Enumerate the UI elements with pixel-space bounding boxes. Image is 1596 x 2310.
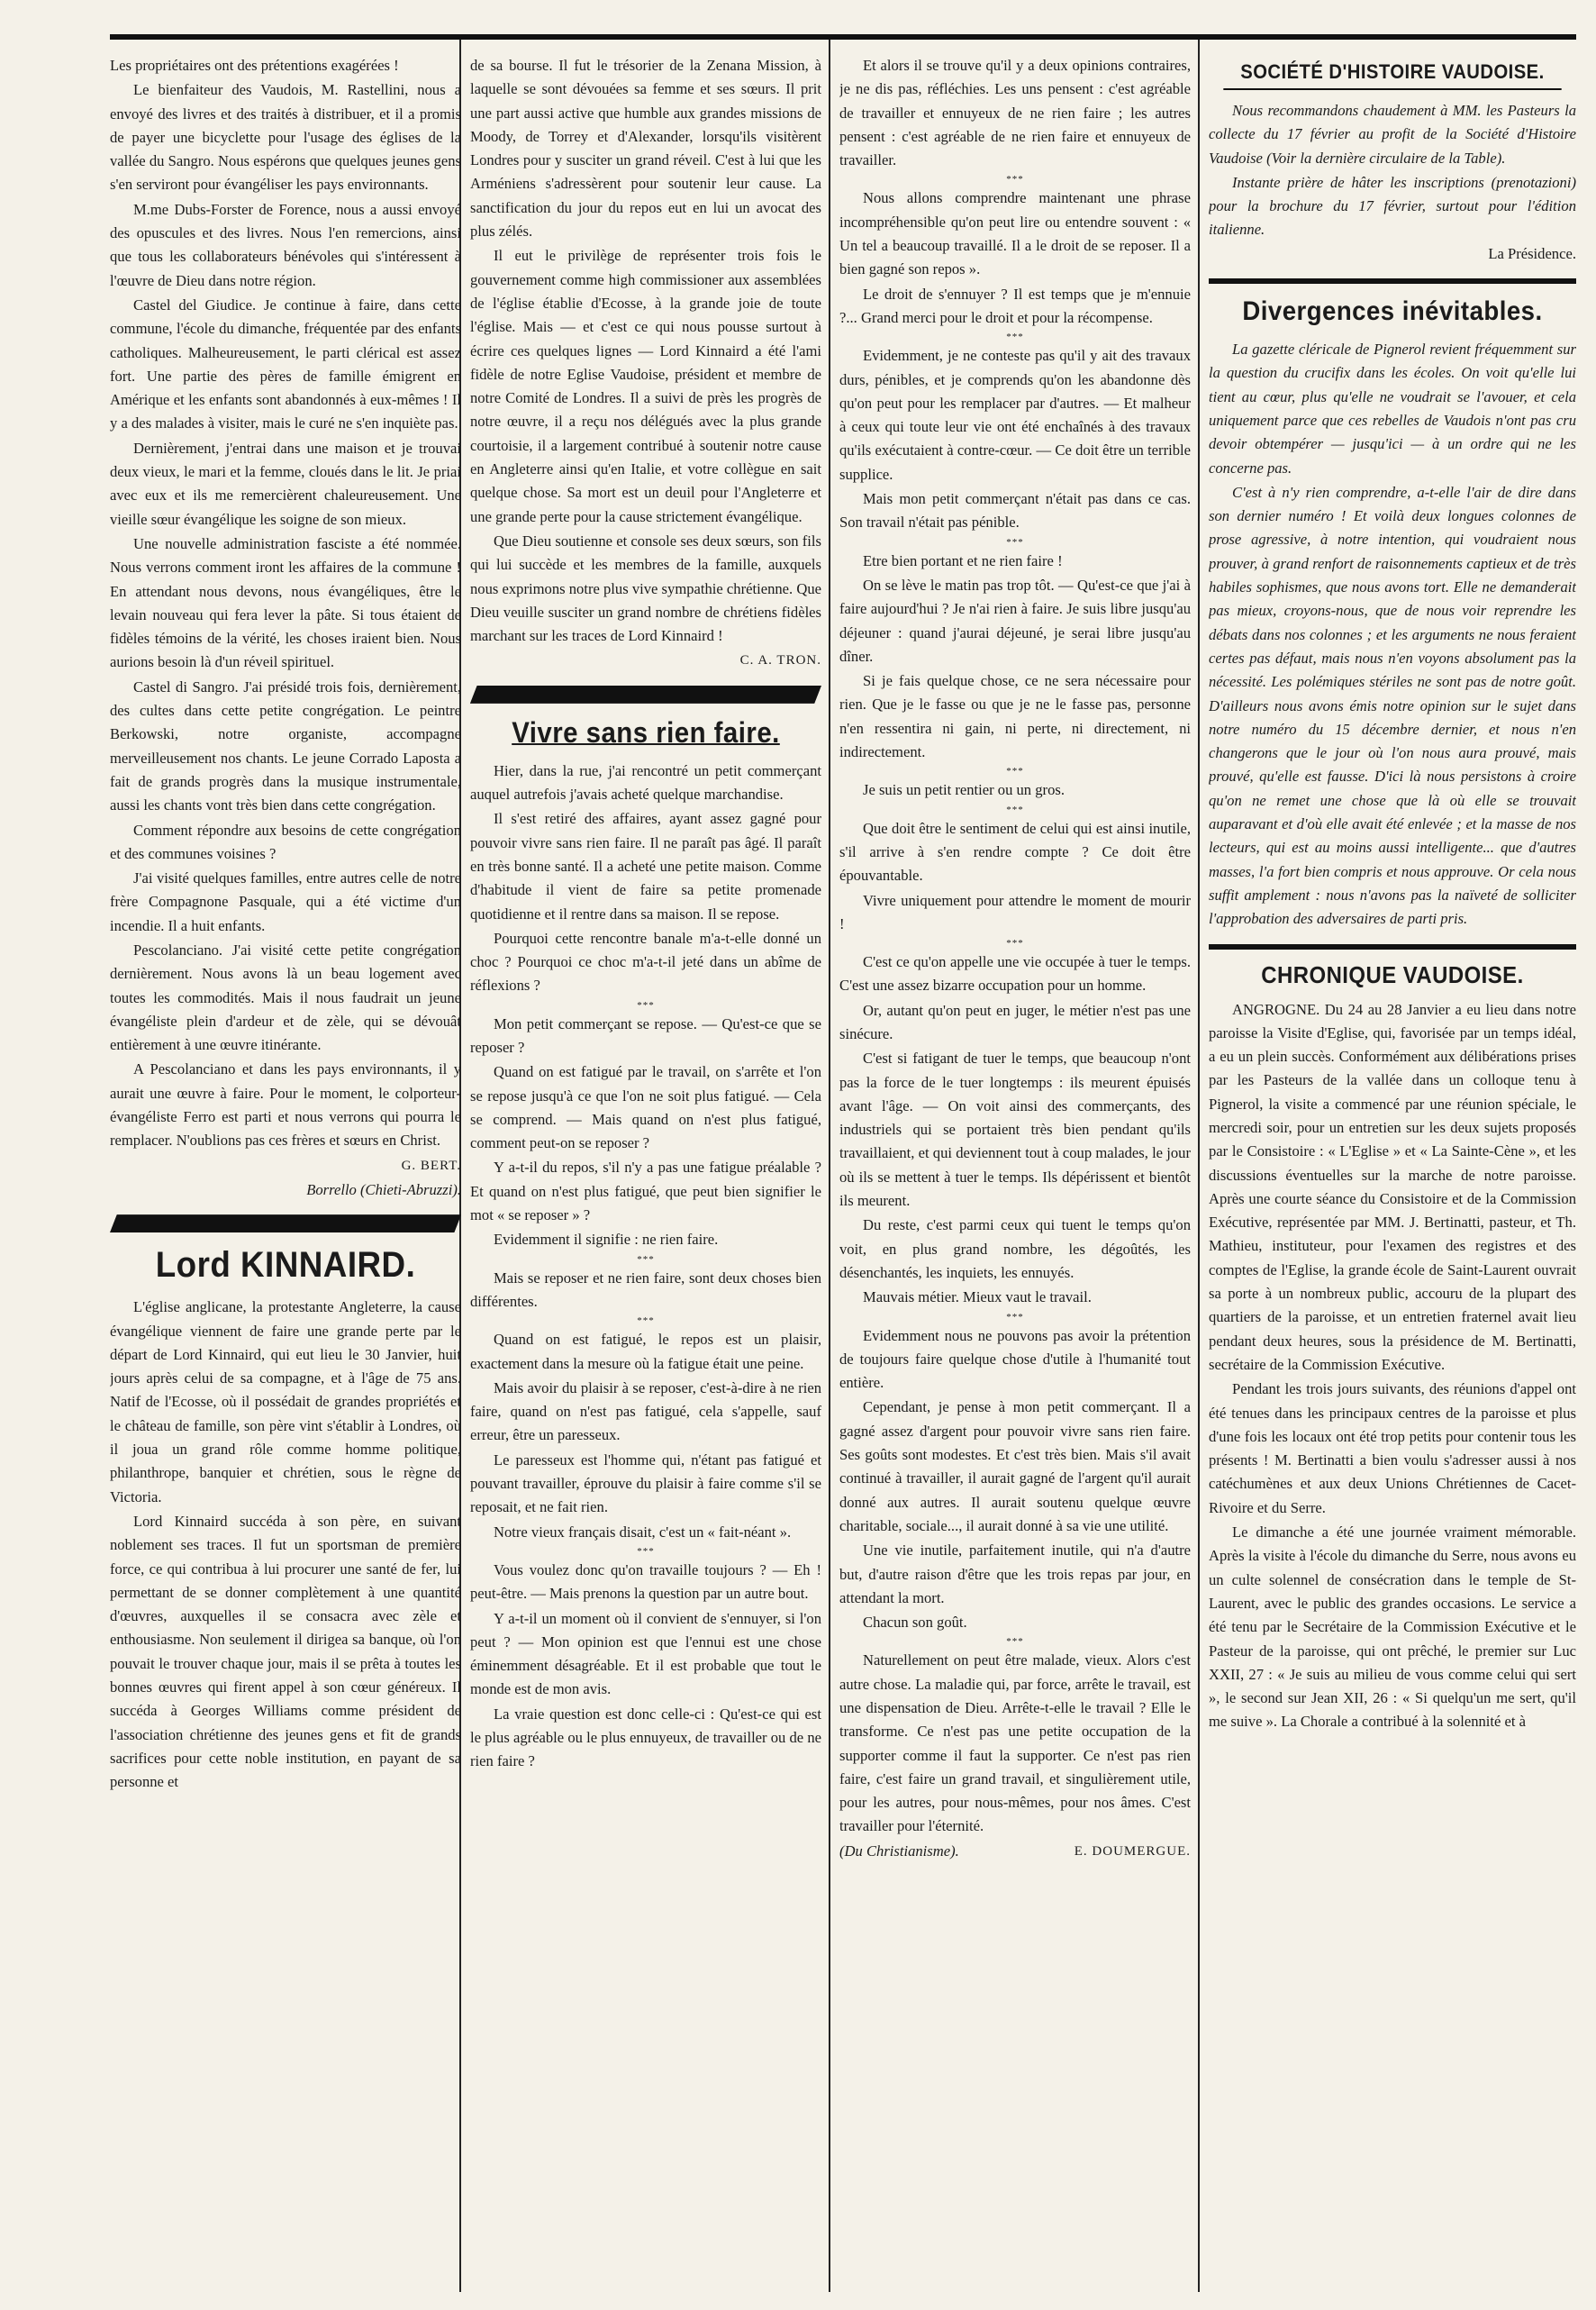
paragraph: Naturellement on peut être malade, vieux. Alors c'est autre chose. La maladie qui, par force, arrête le travail, est une dispensation de Dieu. Arrête-t-elle le travail ? Elle le transforme. Ce n'est pas une petite occupation de la supporter comme il faut la supporter. Ce n'est pas rien faire, c'est faire un grand travail, et singulièrement utile, pour les autres, pour nous-mêmes, pour nos âmes. C'est travailler pour l'éternité. [839,1651,1191,1835]
paragraph: Que doit être le sentiment de celui qui est ainsi inutile, s'il arrive à s'en rendre compte ? Ce doit être épouvantable. [839,819,1191,885]
separator: *** [637,999,655,1011]
separator: *** [1006,536,1024,548]
paragraph: Que Dieu soutienne et console ses deux sœurs, son fils qui lui succède et les membres de la famille, auxquels nous exprimons notre plus vive sympathie chrétienne. Que Dieu veuille susciter un grand nombre de chrétiens fidèles marchant sur les traces de Lord Kinnaird ! [470,532,821,645]
paragraph: Et alors il se trouve qu'il y a deux opinions contraires, je ne dis pas, réfléchies. Les uns pensent : c'est agréable de travailler et ennuyeux de ne rien faire ; les autres pensent : c'est agréable de ne rien faire et ennuyeux de travailler. [839,57,1191,169]
paragraph: Vous voulez donc qu'on travaille toujours ? — Eh ! peut-être. — Mais prenons la question par un autre bout. [470,1560,821,1603]
paragraph: A Pescolanciano et dans les pays environnants, il y aurait une œuvre à faire. Pour le moment, le colporteur-évangéliste Ferro est parti et nous verrons qui pourra le remplacer. N'oublions pas ces frères et sœurs en Christ. [110,1060,461,1150]
paragraph: Y a-t-il un moment où il convient de s'ennuyer, si l'on peut ? — Mon opinion est que l'ennui est une chose éminemment désagréable. Et il est probable que tout le monde est de mon avis. [470,1609,821,1698]
signature: C. A. TRON. [739,653,821,668]
section-rule [1209,278,1576,284]
paragraph: C'est à n'y rien comprendre, a-t-elle l'air de dire dans son dernier numéro ! Et voilà deux longues colonnes de prose agressive, à notre intention, qui voudraient nous prouver, à grand renfort de raisonnements captieux et de très habiles sophismes, que nous avons tort. Elle ne demanderait pas mieux, croyons-nous, que de nous voir reprendre les débats dans nos colonnes ; et les arguments ne nous feraient certes pas défaut, mais nous n'en voyons absolument pas la nécessité. Les polémiques stériles ne sont pas de notre goût. D'ailleurs nous avons émis notre opinion sur le sujet dans notre numéro du 15 décembre dernier, et nous n'en changerons que le jour où l'on nous aura prouvé, mais prouvé, qu'elle est fausse. D'ici là nous persistons à croire qu'on ne remet une chose que là où elle se trouvait auparavant et d'où elle avait été enlevée ; et la masse de nos lecteurs, qui est au moins aussi intelligente... que d'autres masses, l'a fort bien compris et nous approuve. Or cela nous suffit amplement : nous n'avons pas la naïveté de solliciter l'approbation des adversaires de parti pris. [1209,483,1576,928]
paragraph: Y a-t-il du repos, s'il n'y a pas une fatigue préalable ? Et quand on n'est plus fatigué, que peut bien signifier le mot « se reposer » ? [470,1159,821,1224]
paragraph: Nous recommandons chaudement à MM. les Pasteurs la collecte du 17 février au profit de la Société d'Histoire Vaudoise (Voir la dernière circulaire de la Table). [1209,102,1576,167]
paragraph: Notre vieux français disait, c'est un « fait-néant ». [494,1523,792,1541]
paragraph: C'est ce qu'on appelle une vie occupée à tuer le temps. C'est une assez bizarre occupation pour un homme. [839,953,1191,995]
paragraph: Evidemment nous ne pouvons pas avoir la prétention de toujours faire quelque chose d'utile à l'humanité tout entière. [839,1326,1191,1392]
paragraph: Comment répondre aux besoins de cette congrégation et des communes voisines ? [110,821,461,862]
paragraph: Mais avoir du plaisir à se reposer, c'est-à-dire à ne rien faire, quand on n'est pas fatigué, cela s'appelle, sauf erreur, être un paresseux. [470,1378,821,1444]
headline-vivre-sans-rien-faire: Vivre sans rien faire. [512,715,780,749]
section-banner [110,1214,461,1232]
divergences-article [1209,338,1576,931]
paragraph: La gazette cléricale de Pignerol revient fréquemment sur la question du crucifix dans les écoles. On voit qu'elle lui tient au cœur, plus qu'elle ne voudrait se l'avouer, et cela uniquement parce que ces rebelles de Vaudois n'ont pas cru devoir obtempérer — jusqu'ici — à un ordre qui ne les concerne pas. [1209,341,1576,477]
column-4 [1209,54,1576,2283]
paragraph: J'ai visité quelques familles, entre autres celle de notre frère Compagnone Pasquale, qui a été victime d'un incendie. Il a huit enfants. [110,869,461,934]
paragraph: Quand on est fatigué, le repos est un plaisir, exactement dans la mesure où la fatigue était une peine. [470,1331,821,1372]
separator: *** [1006,766,1024,778]
separator: *** [1006,1636,1024,1648]
column-rule [1198,40,1200,2292]
paragraph: Castel di Sangro. J'ai présidé trois fois, dernièrement, des cultes dans cette petite congrégation. Le peintre Berkowski, notre organiste, accompagne merveilleusement nos chants. Le jeune Corrado Laposta a fait de grands progrès dans la musique instrumentale, aussi les chants vont très bien dans cette congrégation. [110,678,461,814]
paragraph: Il s'est retiré des affaires, ayant assez gagné pour pouvoir vivre sans rien faire. Il ne paraît pas âgé. Il paraît en très bonne santé. Il a acheté une petite maison. Comme d'habitude il vient de faire sa petite promenade quotidienne et il rentre dans sa maison. Il se repose. [470,810,821,923]
paragraph: Pendant les trois jours suivants, des réunions d'appel ont été tenues dans les principaux centres de la paroisse et plus d'une fois les locaux ont été trop petits pour contenir tous les présents ! M. Bertinatti a bien voulu s'adresser aussi à nos catéchumènes et aux deux Unions Chrétiennes de Cacet-Rivoire et du Serre. [1209,1380,1576,1516]
separator: *** [637,1253,655,1265]
column-rule [829,40,830,2292]
paragraph: Pescolanciano. J'ai visité cette petite congrégation dernièrement. Nous avons là un beau logement avec toutes les commodités. Mais il nous faudrait un jeune évangéliste plein d'ardeur et de zèle, qui se dévouât entièrement à une œuvre itinérante. [110,941,461,1054]
paragraph: de sa bourse. Il fut le trésorier de la Zenana Mission, à laquelle se sont dévouées sa femme et ses sœurs. Il prit une part aussi active que humble aux grandes missions de Moody, de Torrey et d'Alexander, lorsqu'ils visitèrent Londres pour y susciter un grand réveil. C'est à lui que les Arméniens s'adressèrent pour soutenir leur cause. La sanctification du jour du repos eut en lui un avocat des plus zélés. [470,57,821,241]
paragraph: Mais se reposer et ne rien faire, sont deux choses bien différentes. [470,1269,821,1310]
column-2 [470,54,821,2283]
societe-notice [1209,99,1576,242]
paragraph: Mon petit commerçant se repose. — Qu'est-ce que se reposer ? [470,1014,821,1056]
separator: *** [1006,332,1024,343]
paragraph: Quand on est fatigué par le travail, on s'arrête et l'on se repose jusqu'à ce que l'on ne soit plus fatigué. — Cela se comprend. — Mais quand on n'est plus fatigué, comment peut-on se reposer ? [470,1063,821,1152]
separator: *** [1006,804,1024,815]
headline-societe-histoire-vaudoise: SOCIÉTÉ D'HISTOIRE VAUDOISE. [1223,59,1561,90]
paragraph: Etre bien portant et ne rien faire ! [863,551,1063,569]
paragraph: L'église anglicane, la protestante Angleterre, la cause évangélique viennent de faire une grande perte par le départ de Lord Kinnaird, qui eut lieu le 30 Janvier, huit jours après celui de sa compagne, et à l'âge de 75 ans. Natif de l'Ecosse, où il possédait de grandes propriétés et le château de famille, son père vint s'établir à Londres, où il joua un grand rôle comme homme politique, philanthrope, banquier et chrétien, sous le règne de Victoria. [110,1298,461,1505]
paragraph: Le bienfaiteur des Vaudois, M. Rastellini, nous a envoyé des livres et des traités à distribuer, et il a promis de payer une bicyclette pour l'usage des églises de la vallée du Sangro. Nous espérons que quelques jeunes gens s'en serviront pour évangéliser les pays environnants. [110,81,461,194]
paragraph: La vraie question est donc celle-ci : Qu'est-ce qui est le plus agréable ou le plus ennuyeux, de travailler ou de ne rien faire ? [470,1705,821,1770]
section-rule [1209,944,1576,950]
paragraph: Les propriétaires ont des prétentions exagérées ! [110,57,399,74]
paragraph: Il eut le privilège de représenter trois fois le gouvernement comme high commissioner aux assemblées de l'église établie d'Ecosse, à la grande joie de toute l'église. Mais — et c'est ce qui nous pousse surtout à écrire ces quelques lignes — Lord Kinnaird a été l'ami fidèle de notre Eglise Vaudoise, président et membre de notre Comité de Londres. Il a suivi de près les progrès de notre œuvre, il a reçu nos délégués avec la plus grande courtoisie, il a largement contribué à soutenir notre cause en Angleterre ainsi qu'en Italie, et votre collègue en sait quelque chose. Sa mort est un deuil pour l'Angleterre et une grande perte pour la cause strictement évangélique. [470,247,821,525]
signature: G. BERT. [401,1158,461,1173]
paragraph: On se lève le matin pas trop tôt. — Qu'est-ce que j'ai à faire aujourd'hui ? Je n'ai rien à faire. Je suis libre jusqu'au déjeuner : quand j'aurai déjeuné, je serai libre jusqu'au dîner. [839,576,1191,665]
separator: *** [637,1315,655,1327]
paragraph: Castel del Giudice. Je continue à faire, dans cette commune, l'école du dimanche, fréquentée par des enfants catholiques. Malheureusement, le parti clérical est assez fort. Une partie des pères de famille émigrent en Amérique et les enfants sont abandonnés à eux-mêmes ! Il y a des malades à visiter, mais le curé ne s'en inquiète pas. [110,296,461,432]
paragraph: Vivre uniquement pour attendre le moment de mourir ! [839,891,1191,932]
source-credit: (Du Christianisme). [839,1842,959,1860]
signature: E. DOUMERGUE. [1074,1843,1191,1859]
paragraph: Evidemment il signifie : ne rien faire. [494,1231,719,1249]
paragraph: Mauvais métier. Mieux vaut le travail. [863,1288,1092,1306]
paragraph: Une vie inutile, parfaitement inutile, qui n'a d'autre but, d'autre raison d'être que les trois repas par jour, en attendant la mort. [839,1542,1191,1606]
headline-chronique-vaudoise: CHRONIQUE VAUDOISE. [1261,960,1524,988]
paragraph: Pourquoi cette rencontre banale m'a-t-elle donné un choc ? Pourquoi ce choc m'a-t-il jeté dans un abîme de réflexions ? [470,929,821,995]
paragraph: Je suis un petit rentier ou un gros. [863,781,1065,799]
signature-place: Borrello (Chieti-Abruzzi). [306,1180,461,1198]
headline-lord-kinnaird: Lord KINNAIRD. [155,1245,416,1286]
paragraph: Dernièrement, j'entrai dans une maison et je trouvai deux vieux, le mari et la femme, cloués dans le lit. Je priai avec eux et ils me remercièrent chaleureusement. Une vieille sœur évangélique les soigne de son mieux. [110,439,461,528]
paragraph: Le dimanche a été une journée vraiment mémorable. Après la visite à l'école du dimanche du Serre, nous avons eu un culte solennel de consécration dans le temple de St-Laurent, avec le public des grandes occasions. Le service a été tenu par le Secrétaire de la Commission Exécutive et le Pasteur de la paroisse, qui ont prêché, le premier sur Luc XXII, 27 : « Je suis au milieu de vous comme celui qui sert », le second sur Jean XII, 26 : « Si quelqu'un me sert, qu'il me suive ». La Chorale a contribué à la solennité et à [1209,1523,1576,1731]
column-1 [110,54,461,2283]
paragraph: Une nouvelle administration fasciste a été nommée. Nous verrons comment iront les affaires de la commune ! En attendant nous devons, nous évangéliques, être le levain nouveau qui fera lever la pâte. Si tous étaient de fidèles témoins de la vérité, les choses iraient bien. Nous aurions besoin là d'un réveil spirituel. [110,534,461,671]
paragraph: Instante prière de hâter les inscriptions (prenotazioni) pour la brochure du 17 février, surtout pour l'édition italienne. [1209,173,1576,239]
paragraph: C'est si fatigant de tuer le temps, que beaucoup n'ont pas la force de le tuer longtemps : ils meurent épuisés avant l'âge. — On voit ainsi des commerçants, des industriels qui se portaient très bien pendant qu'ils travaillaient, et qui deviennent tout à coup malades, le jour où ils se mettent à tuer le temps. Ils dépérissent et bientôt ils meurent. [839,1050,1191,1210]
separator: *** [1006,174,1024,186]
paragraph: Chacun son goût. [863,1614,967,1632]
paragraph: Si je fais quelque chose, ce ne sera nécessaire pour rien. Que je le fasse ou que je ne le fasse pas, personne n'en ressentira ni gain, ni perte, ni directement, ni indirectement. [839,672,1191,761]
paragraph: Du reste, c'est parmi ceux qui tuent le temps qu'on voit, en plus grand nombre, les dégoûtés, les désenchantés, les inquiets, les ennuyés. [839,1216,1191,1281]
paragraph: Or, autant qu'on peut en juger, le métier n'est pas une sinécure. [839,1001,1191,1042]
separator: *** [1006,1311,1024,1323]
paragraph: Cependant, je pense à mon petit commerçant. Il a gagné assez d'argent pour pouvoir vivre sans rien faire. Ses goûts sont modestes. Et c'est très bien. Mais s'il avait continué à travailler, il aurait gagné de l'argent qu'il aurait donné aux autres. Il aurait soutenu quelque œuvre charitable, sociale..., il aurait donné à sa vie une utilité. [839,1398,1191,1534]
section-banner [470,686,821,704]
paragraph: Evidemment, je ne conteste pas qu'il y ait des travaux durs, pénibles, et je comprends qu'on les abandonne dès qu'on peut pour les remplacer par d'autres. — Et malheur à ceux qui toute leur vie ont été enchaînés à des travaux qu'ils exécutaient à contre-cœur. — Ce doit être un terrible supplice. [839,347,1191,483]
paragraph: ANGROGNE. Du 24 au 28 Janvier a eu lieu dans notre paroisse la Visite d'Eglise, qui, favorisée par un temps idéal, a eu un plein succès. Conformément aux délibérations prises par les Pasteurs de la vallée dans un colloque tenu à Pignerol, la visite a commencé par une réunion spéciale, le mercredi soir, pour un entretien sur les deux sujets proposés par le Consistoire : « L'Eglise » et « La Sainte-Cène », et les discussions éventuelles sur la marche de notre paroisse. Après une courte séance du Consistoire et de la Commission Exécutive, représentée par MM. J. Bertinatti, pasteur, et Th. Mathieu, instituteur, pour l'examen des registres et des comptes de l'Eglise, la grande école de Saint-Laurent ouvrait sa porte à un nombreux public, accouru de la plupart des quartiers de la paroisse, et un entretien fraternel avait lieu pendant deux heures, sous la présidence de M. Bertinatti, secrétaire de la Commission Exécutive. [1209,1000,1576,1373]
signature-row [839,1840,1191,1863]
headline-divergences-inevitables: Divergences inévitables. [1242,296,1543,327]
paragraph: M.me Dubs-Forster de Forence, nous a aussi envoyé des opuscules et des livres. Nous l'en remercions, ainsi que tous les collaborateurs bénévoles qui s'intéressent à l'œuvre de Dieu dans notre région. [110,200,461,289]
paragraph: Le paresseux est l'homme qui, n'étant pas fatigué et pouvant travailler, éprouve du plaisir à faire comme s'il se reposait, et ne fait rien. [470,1451,821,1516]
separator: *** [637,1545,655,1557]
separator: *** [1006,938,1024,950]
paragraph: Le droit de s'ennuyer ? Il est temps que je m'ennuie ?... Grand merci pour le droit et pour la récompense. [839,285,1191,326]
paragraph: Nous allons comprendre maintenant une phrase incompréhensible qu'on peut lire ou entendre souvent : « Un tel a beaucoup travaillé. Il a le droit de se reposer. Il a bien gagné son repos ». [839,189,1191,278]
paragraph: Mais mon petit commerçant n'était pas dans ce cas. Son travail n'était pas pénible. [839,490,1191,532]
top-rule [110,34,1576,40]
signature: La Présidence. [1488,244,1576,262]
paragraph: Hier, dans la rue, j'ai rencontré un petit commerçant auquel autrefois j'avais acheté quelque marchandise. [470,761,821,804]
paragraph: Lord Kinnaird succéda à son père, en suivant noblement ses traces. Il fut un sportsman de première force, ce qui contribua à lui procurer une santé de fer, lui permettant de se donner complètement à une quantité d'œuvres, auxquelles il se consacra avec zèle et enthousiasme. Non seulement il dirigea sa banque, où l'on pouvait le trouver chaque jour, mais il se prêta à toutes les bonnes œuvres qui firent appel à son cœur généreux. Il succéda à Georges Williams comme président de l'association chrétienne des jeunes gens et fit de grands sacrifices pour cette noble institution, en payant de sa personne et [110,1512,461,1791]
column-3 [839,54,1191,2283]
